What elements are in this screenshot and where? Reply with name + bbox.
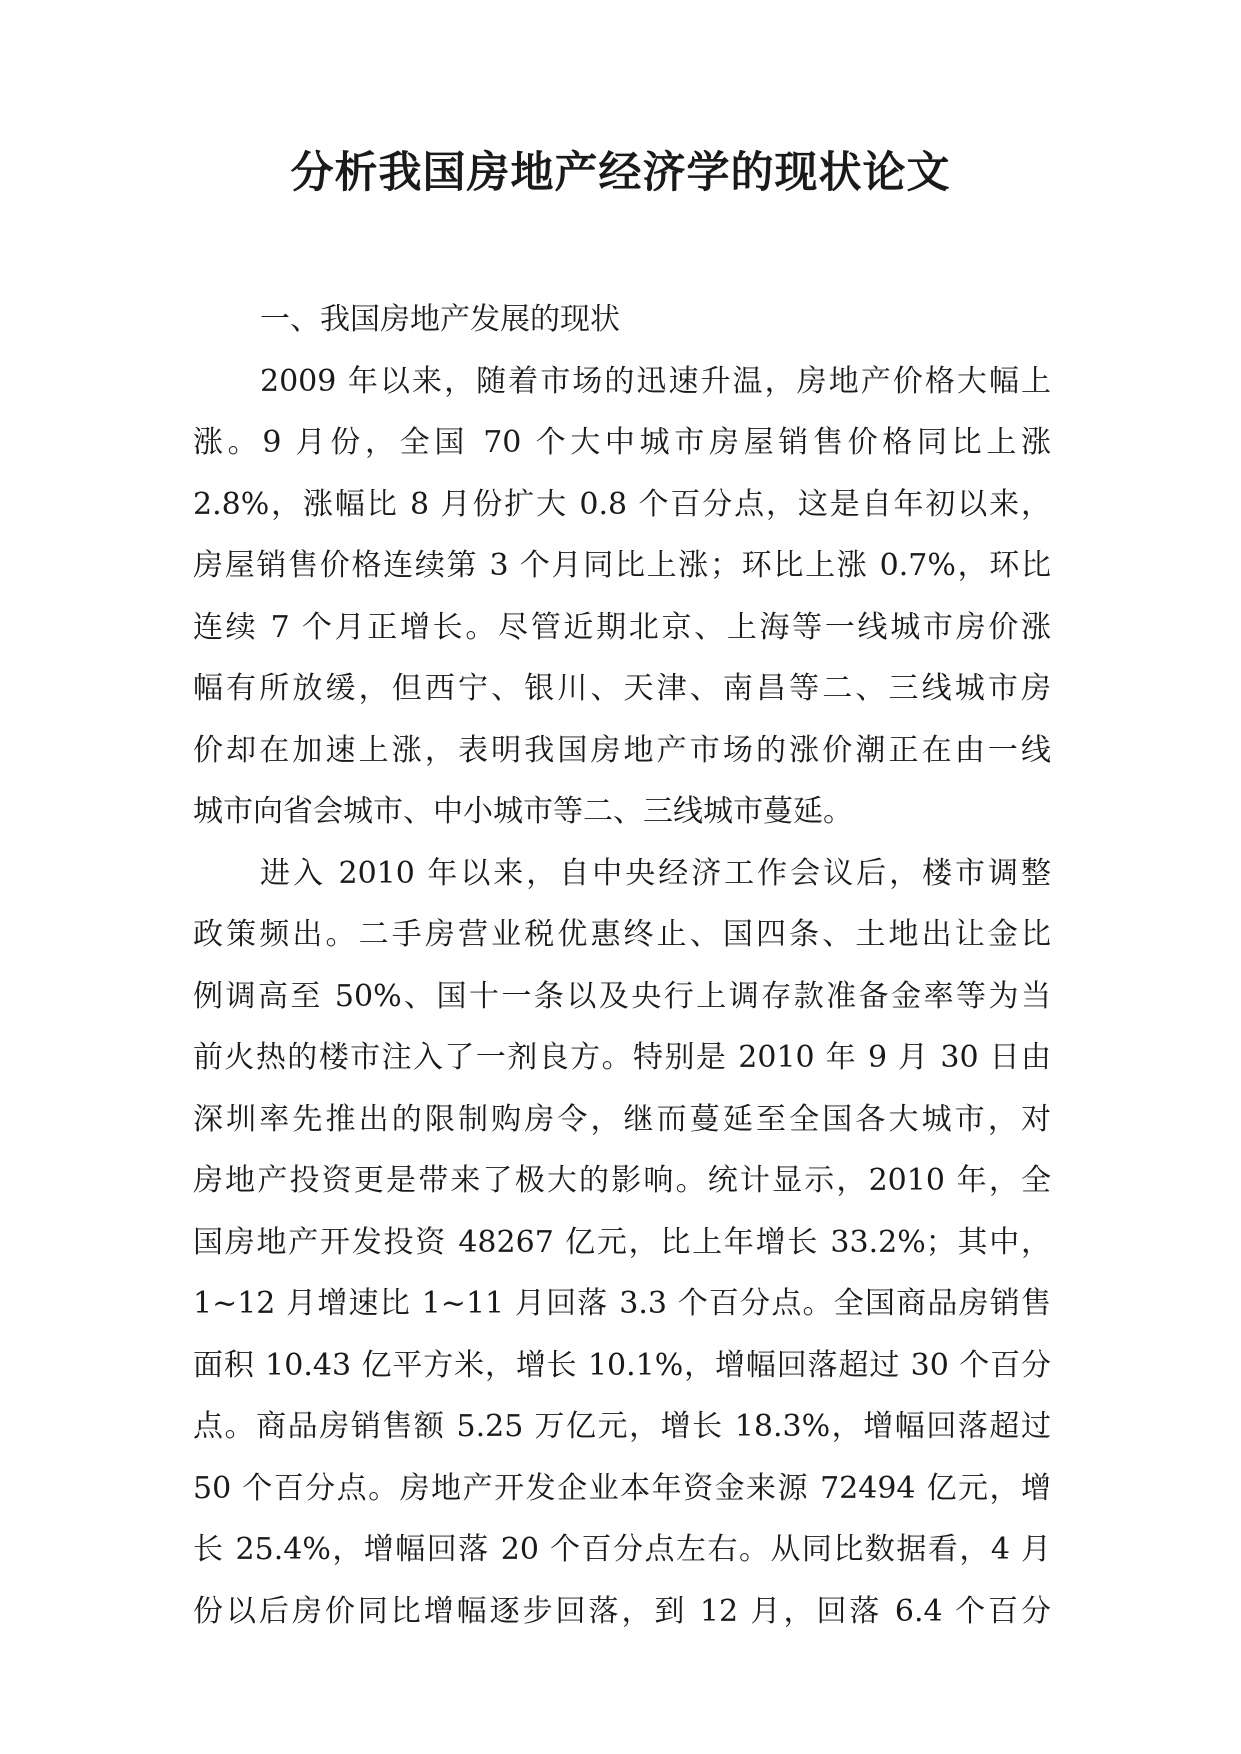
paragraph-2-line: 长 25.4%，增幅回落 20 个百分点左右。从同比数据看，4 月 xyxy=(193,1532,1051,1567)
document-body xyxy=(193,289,1051,1642)
paragraph-2-line: 国房地产开发投资 48267 亿元，比上年增长 33.2%；其中， xyxy=(193,1224,1051,1260)
paragraph-1-line: 城市向省会城市、中小城市等二、三线城市蔓延。 xyxy=(193,794,853,829)
paragraph-2-line: 1~12 月增速比 1~11 月回落 3.3 个百分点。全国商品房销售 xyxy=(193,1286,1051,1321)
document-title: 分析我国房地产经济学的现状论文 xyxy=(290,148,951,198)
paragraph-1-line: 2.8%，涨幅比 8 月份扩大 0.8 个百分点，这是自年初以来， xyxy=(193,486,1051,522)
paragraph-2-line: 50 个百分点。房地产开发企业本年资金来源 72494 亿元，增 xyxy=(193,1470,1051,1506)
paragraph-1-line: 房屋销售价格连续第 3 个月同比上涨；环比上涨 0.7%，环比 xyxy=(193,548,1051,583)
paragraph-1-line: 连续 7 个月正增长。尽管近期北京、上海等一线城市房价涨 xyxy=(193,609,1051,645)
paragraph-2-line: 份以后房价同比增幅逐步回落，到 12 月，回落 6.4 个百分 xyxy=(193,1593,1051,1629)
paragraph-2-line: 前火热的楼市注入了一剂良方。特别是 2010 年 9 月 30 日由 xyxy=(193,1040,1051,1075)
paragraph-2-line: 例调高至 50%、国十一条以及央行上调存款准备金率等为当 xyxy=(193,978,1051,1014)
paragraph-2-line: 房地产投资更是带来了极大的影响。统计显示，2010 年，全 xyxy=(193,1163,1051,1198)
paragraph-2-line: 政策频出。二手房营业税优惠终止、国四条、土地出让金比 xyxy=(193,917,1051,952)
paragraph-1-line: 2009 年以来，随着市场的迅速升温，房地产价格大幅上 xyxy=(260,363,1051,399)
section-heading: 一、我国房地产发展的现状 xyxy=(260,302,620,337)
paragraph-1-line: 涨。9 月份，全国 70 个大中城市房屋销售价格同比上涨 xyxy=(193,425,1051,460)
paragraph-1-line: 价却在加速上涨，表明我国房地产市场的涨价潮正在由一线 xyxy=(193,732,1051,768)
paragraph-2-line: 面积 10.43 亿平方米，增长 10.1%，增幅回落超过 30 个百分 xyxy=(193,1347,1051,1383)
paragraph-2-line: 进入 2010 年以来，自中央经济工作会议后，楼市调整 xyxy=(260,855,1051,891)
paragraph-2-line: 深圳率先推出的限制购房令，继而蔓延至全国各大城市，对 xyxy=(193,1101,1051,1137)
paragraph-2-line: 点。商品房销售额 5.25 万亿元，增长 18.3%，增幅回落超过 xyxy=(193,1409,1051,1444)
paragraph-1-line: 幅有所放缓，但西宁、银川、天津、南昌等二、三线城市房 xyxy=(193,671,1051,706)
